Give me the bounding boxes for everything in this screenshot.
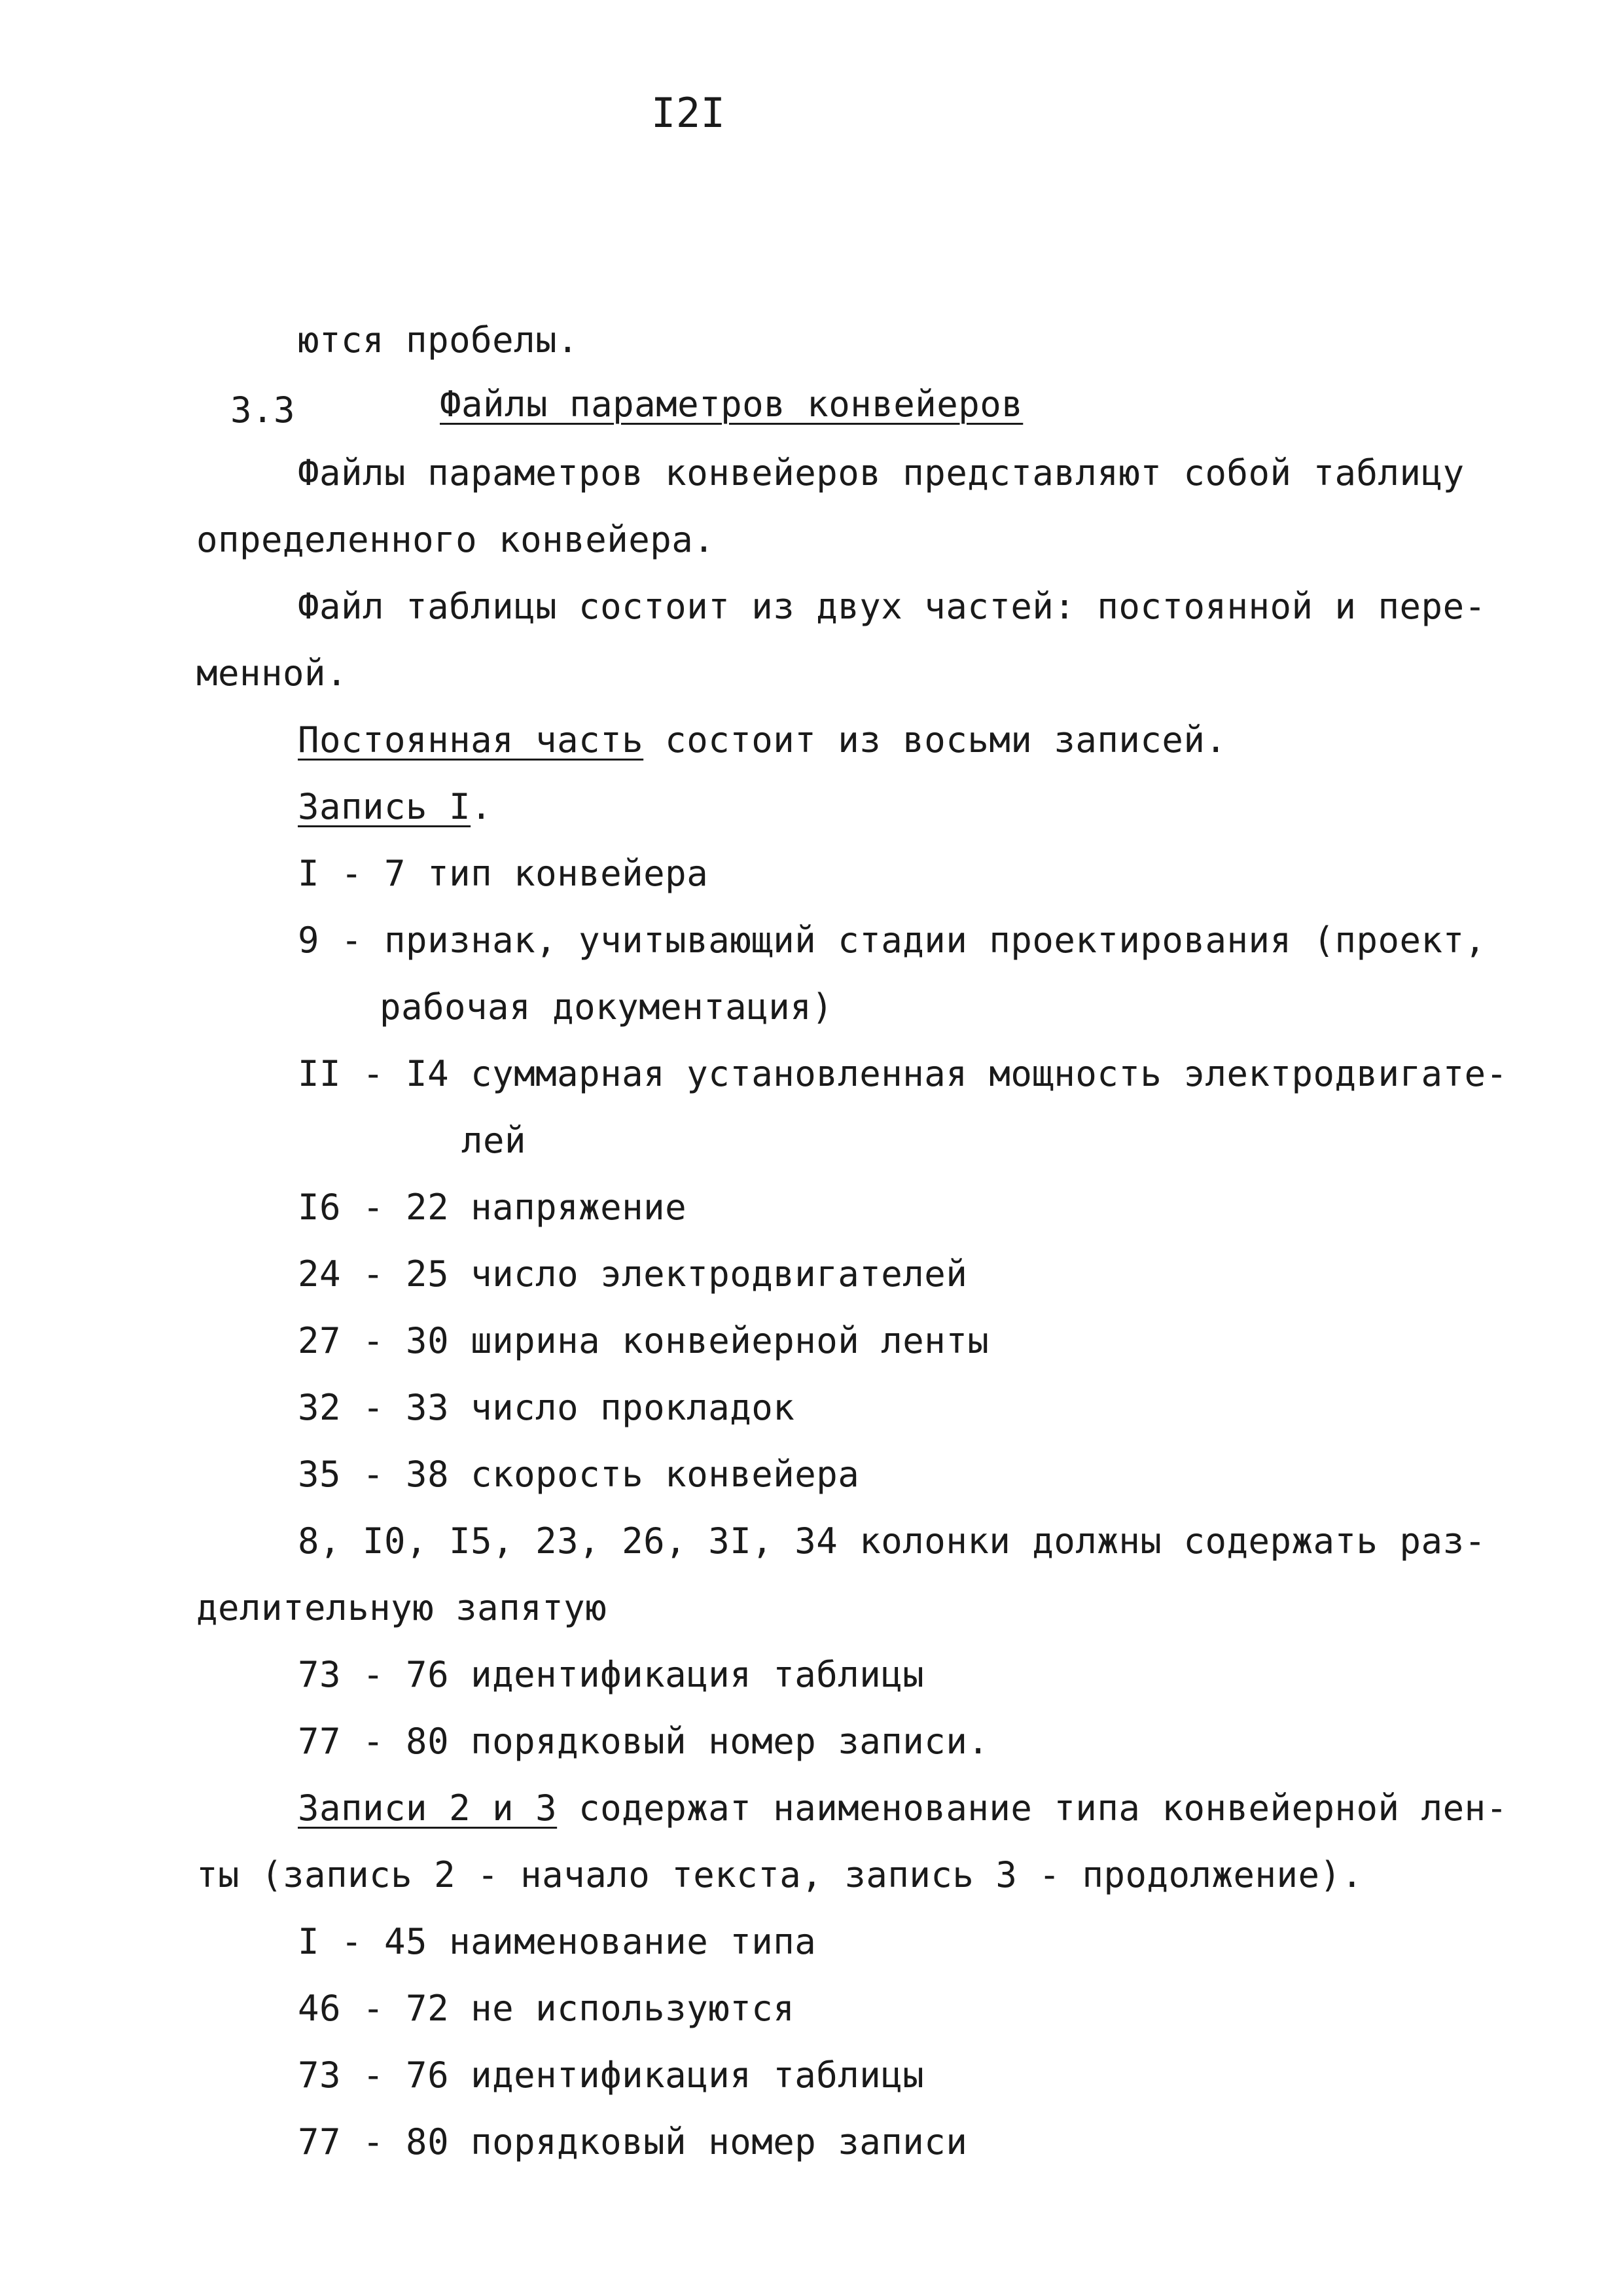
field-line: 77 - 80 порядковый номер записи. (298, 1721, 990, 1762)
text-line: делительную запятую (196, 1587, 607, 1628)
text-line: определенного конвейера. (196, 519, 715, 560)
field-line: 9 - признак, учитывающий стадии проектирования (проект, (298, 920, 1486, 961)
field-line: 8, I0, I5, 23, 26, 3I, 34 колонки должны содержать раз- (298, 1520, 1486, 1562)
text-fragment: состоит из восьми записей. (643, 719, 1227, 761)
text-fragment: . (471, 786, 493, 827)
text-line (298, 1785, 1508, 1831)
text-fragment: содержат наименование типа конвейерной лен- (557, 1787, 1508, 1829)
field-line: 32 - 33 число прокладок (298, 1387, 795, 1428)
field-line: 46 - 72 не используются (298, 1988, 795, 2029)
field-line: I - 7 тип конвейера (298, 853, 709, 894)
field-line-continued: рабочая документация) (380, 986, 834, 1028)
field-line-continued: лей (461, 1120, 527, 1161)
field-line: 73 - 76 идентификация таблицы (298, 1654, 925, 1695)
field-line: 27 - 30 ширина конвейерной ленты (298, 1320, 990, 1361)
text-line: менной. (196, 653, 348, 694)
text-line: ты (запись 2 - начало текста, запись 3 - продолжение). (196, 1854, 1363, 1895)
underlined-term: Запись I (298, 786, 471, 827)
record-heading (298, 784, 492, 830)
field-line: I6 - 22 напряжение (298, 1187, 687, 1228)
field-line: 73 - 76 идентификация таблицы (298, 2054, 925, 2096)
text-line (298, 717, 1226, 763)
underlined-term: Постоянная часть (298, 719, 644, 761)
section-title: Файлы параметров конвейеров (440, 384, 1024, 425)
text-line: Файл таблицы состоит из двух частей: постоянной и пере- (298, 586, 1486, 627)
field-line: I - 45 наименование типа (298, 1921, 817, 1962)
text-line: ются пробелы. (298, 319, 579, 361)
field-line: 24 - 25 число электродвигателей (298, 1253, 968, 1295)
text-line: Файлы параметров конвейеров представляют собой таблицу (298, 452, 1465, 493)
field-line: II - I4 суммарная установленная мощность электродвигате- (298, 1053, 1508, 1094)
page-number: I2I (651, 89, 726, 137)
field-line: 35 - 38 скорость конвейера (298, 1454, 860, 1495)
section-number: 3.3 (230, 389, 296, 431)
field-line: 77 - 80 порядковый номер записи (298, 2121, 968, 2162)
underlined-term: Записи 2 и 3 (298, 1787, 558, 1829)
